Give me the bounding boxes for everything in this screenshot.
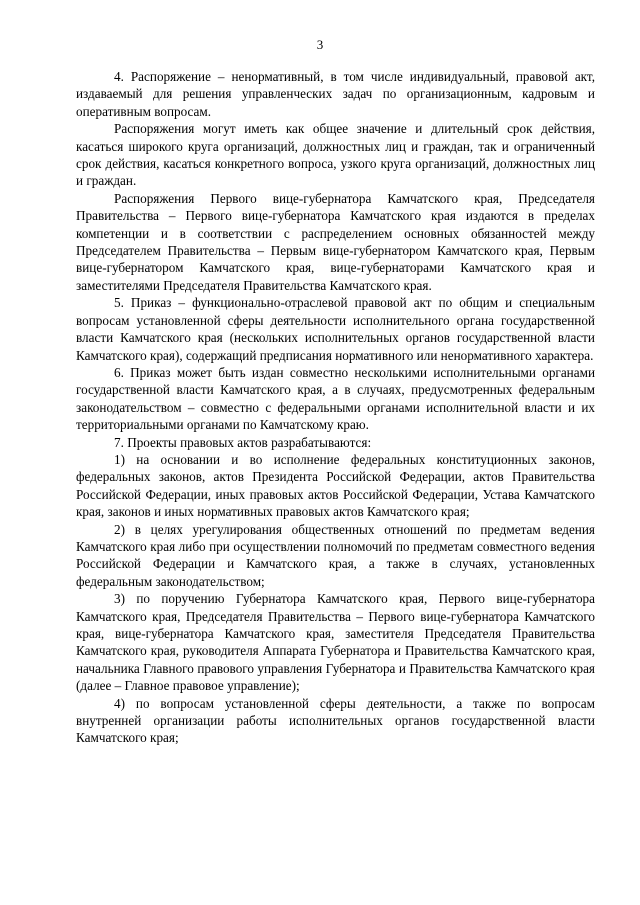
paragraph-item-7-drafts-heading: 7. Проекты правовых актов разрабатываются: [114, 434, 372, 450]
paragraph-item-4-rasporyazhenie: 4. Распоряжение – ненормативный, в том числе индивидуальный, правовой акт, издаваемый для решения управленческих задач по организационным, кадровым и оперативным вопросам. [76, 69, 595, 119]
page-number: 3 [316, 37, 324, 52]
list-item-7-3: 3) по поручению Губернатора Камчатского края, Первого вице-губернатора Камчатского края, Председателя Правительства – Первого вице-губернатора Камчатского края, вице-губернатора Камчатского края, заместителя Председателя Правительства Камчатского края, руководителя Аппарата Губернатора и Правительства Камчатского края, начальника Главного правового управления Губернатора и Правительства Камчатского края (далее – Главное правовое управление); [76, 591, 595, 694]
paragraph-rasporyazheniya-scope: Распоряжения могут иметь как общее значение и длительный срок действия, касаться широкого круга организаций, должностных лиц и граждан, так и ограниченный срок действия, касаться конкретного вопроса, узкого круга организаций, должностных лиц и граждан. [76, 121, 595, 189]
paragraph-item-5-prikaz: 5. Приказ – функционально-отраслевой правовой акт по общим и специальным вопросам установленной сферы деятельности исполнительного органа государственной власти Камчатского края (нескольких исполнительных органов государственной власти Камчатского края), содержащий предписания нормативного или ненормативного характера. [76, 295, 595, 363]
list-item-7-4: 4) по вопросам установленной сферы деятельности, а также по вопросам внутренней организации работы исполнительных органов государственной власти Камчатского края; [76, 695, 595, 746]
paragraph-rasporyazheniya-first-vice-governor: Распоряжения Первого вице-губернатора Камчатского края, Председателя Правительства – Первого вице-губернатора Камчатского края издаются в пределах компетенции и в соответствии с распределением основных обязанностей между Председателем Правительства – Первым вице-губернатором Камчатского края, Первым вице-губернатором Камчатского края, вице-губернаторами Камчатского края и заместителями Председателя Правительства Камчатского края. [76, 190, 595, 293]
document-body [76, 68, 595, 747]
paragraph-item-6-joint-prikaz: 6. Приказ может быть издан совместно несколькими исполнительными органами государственной власти Камчатского края, а в случаях, предусмотренных федеральным законодательством – совместно с федеральными органами исполнительной власти и их территориальными органами по Камчатскому краю. [76, 364, 595, 433]
list-item-7-2: 2) в целях урегулирования общественных отношений по предметам ведения Камчатского края либо при осуществлении полномочий по предметам совместного ведения Российской Федерации и Камчатского края, а также в случаях, установленных федеральным законодательством; [76, 521, 595, 589]
list-item-7-1: 1) на основании и во исполнение федеральных конституционных законов, федеральных законов, актов Президента Российской Федерации, актов Правительства Российской Федерации, иных правовых актов Российской Федерации, Устава Камчатского края, законов и иных нормативных правовых актов Камчатского края; [76, 451, 595, 520]
